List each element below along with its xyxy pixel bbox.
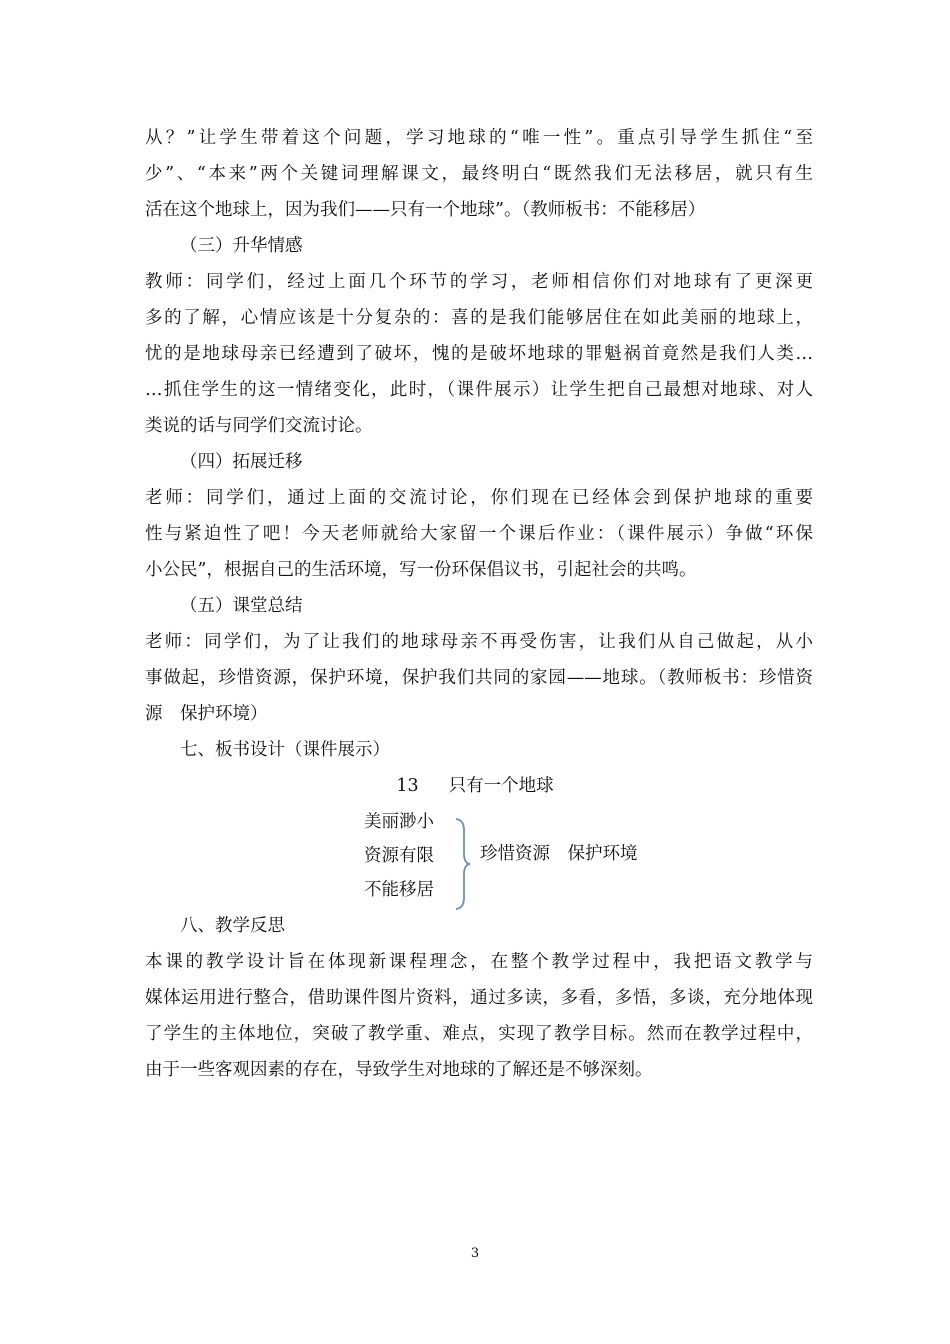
paragraph-line: 类说的话与同学们交流讨论。 — [145, 416, 373, 436]
paragraph-line: 少”、“本来”两个关键词理解课文，最终明白“既然我们无法移居，就只有生 — [145, 164, 813, 184]
paragraph-line: 忧的是地球母亲已经遭到了破坏，愧的是破坏地球的罪魁祸首竟然是我们人类… — [145, 344, 813, 364]
paragraph-line: 性与紧迫性了吧！今天老师就给大家留一个课后作业：（课件展示）争做“环保 — [145, 524, 813, 544]
board-title — [0, 770, 950, 802]
section-heading-5: （五）课堂总结 — [180, 596, 303, 616]
board-item: 美丽渺小 — [364, 812, 434, 832]
paragraph-line: 活在这个地球上，因为我们——只有一个地球”。（教师板书：不能移居） — [145, 200, 706, 220]
section-heading-3: （三）升华情感 — [180, 236, 303, 256]
paragraph-line: 从？”让学生带着这个问题，学习地球的“唯一性”。重点引导学生抓住“至 — [145, 128, 813, 148]
board-summary: 珍惜资源 保护环境 — [480, 844, 638, 864]
paragraph-line: 老师：同学们，为了让我们的地球母亲不再受伤害，让我们从自己做起，从小 — [145, 632, 813, 652]
board-lesson-title: 只有一个地球 — [448, 776, 554, 796]
board-lesson-number: 13 — [396, 776, 419, 796]
section-heading-8: 八、教学反思 — [180, 916, 285, 936]
paragraph-line: …抓住学生的这一情绪变化，此时，（课件展示）让学生把自己最想对地球、对人 — [145, 380, 813, 400]
board-item: 资源有限 — [364, 846, 434, 866]
paragraph-line: 了学生的主体地位，突破了教学重、难点，实现了教学目标。然而在教学过程中， — [145, 1024, 813, 1044]
paragraph-line: 由于一些客观因素的存在，导致学生对地球的了解还是不够深刻。 — [145, 1060, 653, 1080]
paragraph-line: 多的了解，心情应该是十分复杂的：喜的是我们能够居住在如此美丽的地球上， — [145, 308, 813, 328]
paragraph-line: 本课的教学设计旨在体现新课程理念，在整个教学过程中，我把语文教学与 — [145, 952, 813, 972]
section-heading-7: 七、板书设计（课件展示） — [180, 740, 390, 760]
board-item: 不能移居 — [364, 880, 434, 900]
paragraph-line: 媒体运用进行整合，借助课件图片资料，通过多读，多看，多悟，多谈，充分地体现 — [145, 988, 813, 1008]
curly-brace-icon — [452, 818, 472, 910]
section-heading-4: （四）拓展迁移 — [180, 452, 303, 472]
paragraph-line: 事做起，珍惜资源，保护环境，保护我们共同的家园——地球。（教师板书：珍惜资 — [145, 668, 813, 688]
paragraph-line: 教师：同学们，经过上面几个环节的学习，老师相信你们对地球有了更深更 — [145, 272, 813, 292]
paragraph-line: 源 保护环境） — [145, 704, 268, 724]
paragraph-line: 老师：同学们，通过上面的交流讨论，你们现在已经体会到保护地球的重要 — [145, 488, 813, 508]
paragraph-line: 小公民”，根据自己的生活环境，写一份环保倡议书，引起社会的共鸣。 — [145, 560, 697, 580]
page-number: 3 — [470, 1246, 480, 1261]
